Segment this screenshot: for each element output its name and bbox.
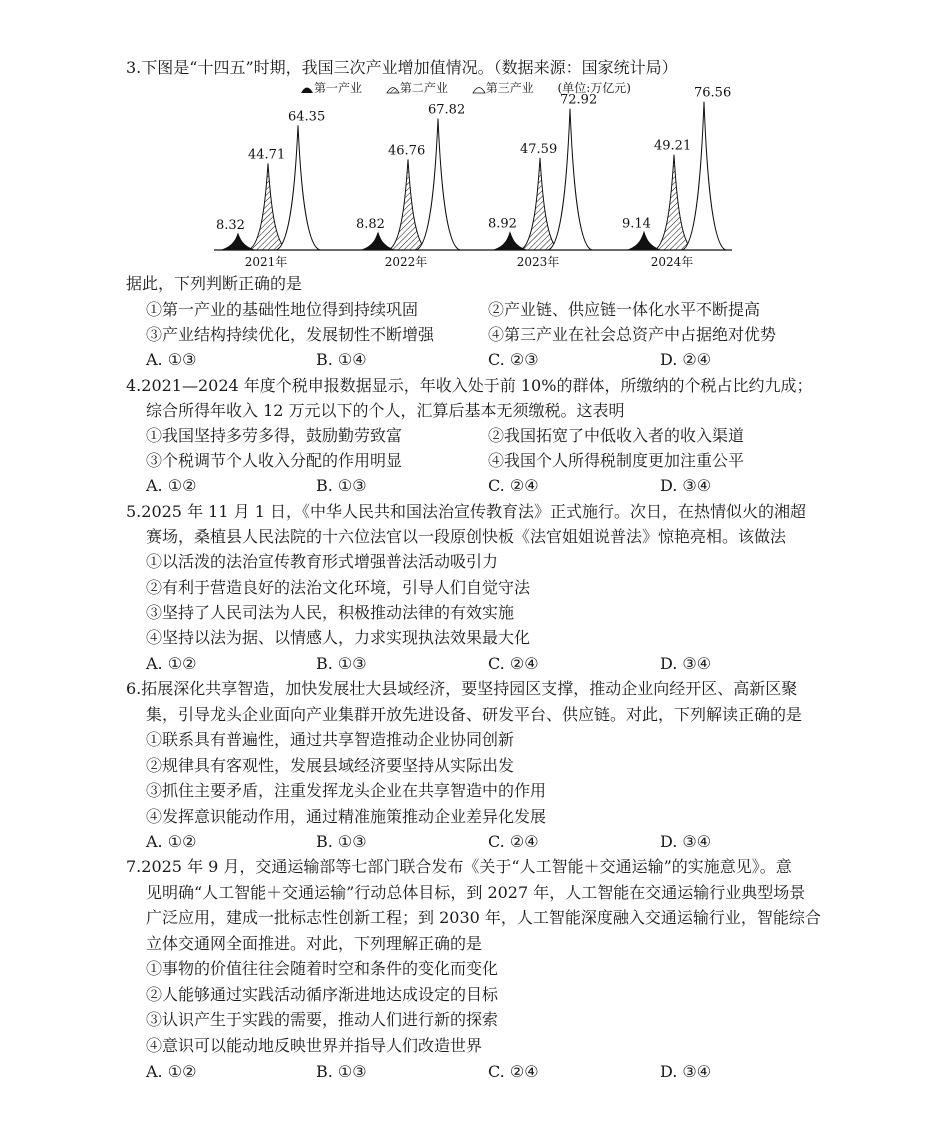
q4-choice-c[interactable]: C. ②④	[488, 476, 539, 495]
data-label-3-2: 76.56	[694, 85, 732, 101]
q3-choice-d[interactable]: D. ②④	[660, 350, 712, 369]
q4-option-3: ③个税调节个人收入分配的作用明显	[146, 451, 403, 470]
q7-stem-line-2: 见明确“人工智能＋交通运输”行动总体目标，到 2027 年，人工智能在交通运输行业典型场景	[146, 883, 806, 902]
q5-option-3: ③坚持了人民司法为人民，积极推动法律的有效实施	[146, 603, 515, 622]
industry-value-chart	[200, 80, 760, 270]
q3-choice-b[interactable]: B. ①④	[316, 350, 367, 369]
peak-2-1	[520, 158, 560, 250]
q5-choice-b[interactable]: B. ①③	[316, 654, 367, 673]
x-tick-label-0: 2021年	[244, 255, 288, 269]
peak-3-0	[628, 232, 660, 250]
legend-label-tertiary: 第三产业	[485, 81, 534, 95]
q5-option-4: ④坚持以法为据、以情感人，力求实现执法效果最大化	[146, 628, 531, 647]
q7-choice-b[interactable]: B. ①③	[316, 1062, 367, 1081]
peak-0-2	[276, 125, 320, 250]
peak-1-0	[362, 233, 394, 250]
q7-option-4: ④意识可以能动地反映世界并指导人们改造世界	[146, 1036, 483, 1055]
q6-choice-a[interactable]: A. ①②	[146, 832, 197, 851]
q3-stem: 3.下图是“十四五”时期，我国三次产业增加值情况。（数据来源：国家统计局）	[126, 58, 678, 77]
q7-stem-line-3: 广泛应用，建成一批标志性创新工程；到 2030 年，人工智能深度融入交通运输行业，智能综合	[146, 908, 821, 927]
chart-svg	[200, 80, 760, 270]
data-label-1-1: 46.76	[388, 143, 426, 159]
q4-choice-d[interactable]: D. ③④	[660, 476, 712, 495]
q7-choice-a[interactable]: A. ①②	[146, 1062, 197, 1081]
q5-option-2: ②有利于营造良好的法治文化环境，引导人们自觉守法	[146, 578, 531, 597]
q7-choice-c[interactable]: C. ②④	[488, 1062, 539, 1081]
q5-choice-a[interactable]: A. ①②	[146, 654, 197, 673]
q6-option-3: ③抓住主要矛盾，注重发挥龙头企业在共享智造中的作用	[146, 781, 547, 800]
chart-unit-label: (单位:万亿元)	[557, 81, 631, 95]
peak-0-0	[222, 234, 254, 250]
data-label-3-1: 49.21	[654, 138, 692, 154]
data-label-2-1: 47.59	[520, 141, 558, 157]
legend-label-secondary: 第二产业	[399, 81, 448, 95]
q3-option-4: ④第三产业在社会总资产中占据绝对优势	[488, 325, 777, 344]
data-label-1-2: 67.82	[428, 102, 466, 118]
q3-option-2: ②产业链、供应链一体化水平不断提高	[488, 300, 761, 319]
data-label-2-2: 72.92	[560, 92, 598, 108]
x-tick-label-1: 2022年	[384, 255, 428, 269]
q7-stem-line-1: 7.2025 年 9 月，交通运输部等七部门联合发布《关于“人工智能＋交通运输”的实施意见》。意	[126, 857, 792, 876]
q6-choice-d[interactable]: D. ③④	[660, 832, 712, 851]
data-label-0-2: 64.35	[288, 109, 326, 125]
q6-option-1: ①联系具有普遍性，通过共享智造推动企业协同创新	[146, 730, 515, 749]
q5-choice-c[interactable]: C. ②④	[488, 654, 539, 673]
q4-option-1: ①我国坚持多劳多得，鼓励勤劳致富	[146, 426, 403, 445]
q4-option-2: ②我国拓宽了中低收入者的收入渠道	[488, 426, 745, 445]
data-label-2-0: 8.92	[488, 216, 517, 232]
data-label-3-0: 9.14	[622, 216, 651, 232]
q4-stem-line-2: 综合所得年收入 12 万元以下的个人，汇算后基本无须缴税。这表明	[146, 401, 625, 420]
data-label-0-0: 8.32	[216, 217, 245, 233]
peak-2-0	[494, 233, 526, 250]
peak-2-2	[548, 109, 592, 250]
x-tick-label-3: 2024年	[650, 255, 694, 269]
peak-1-2	[416, 119, 460, 250]
q6-stem-line-1: 6.拓展深化共享智造，加快发展壮大县域经济，要坚持园区支撑，推动企业向经开区、高新区聚	[126, 679, 798, 698]
peak-3-2	[682, 102, 726, 250]
q3-choice-c[interactable]: C. ②③	[488, 350, 539, 369]
q7-option-1: ①事物的价值往往会随着时空和条件的变化而变化	[146, 959, 499, 978]
q6-option-2: ②规律具有客观性，发展县域经济要坚持从实际出发	[146, 756, 515, 775]
q5-option-1: ①以活泼的法治宣传教育形式增强普法活动吸引力	[146, 552, 499, 571]
legend-label-primary: 第一产业	[314, 81, 363, 95]
q4-stem-line-1: 4.2021—2024 年度个税申报数据显示，年收入处于前 10%的群体，所缴纳的个税占比约九成；	[126, 376, 813, 395]
peak-3-1	[654, 155, 694, 250]
q6-option-4: ④发挥意识能动作用，通过精准施策推动企业差异化发展	[146, 807, 547, 826]
q6-choice-b[interactable]: B. ①③	[316, 832, 367, 851]
q4-choice-b[interactable]: B. ①③	[316, 476, 367, 495]
q7-choice-d[interactable]: D. ③④	[660, 1062, 712, 1081]
x-tick-label-2: 2023年	[516, 255, 560, 269]
q6-stem-line-2: 集，引导龙头企业面向产业集群开放先进设备、研发平台、供应链。对此，下列解读正确的是	[146, 705, 803, 724]
q6-choice-c[interactable]: C. ②④	[488, 832, 539, 851]
q7-option-2: ②人能够通过实践活动循序渐进地达成设定的目标	[146, 985, 499, 1004]
q3-after-chart: 据此，下列判断正确的是	[126, 274, 303, 293]
peak-1-1	[388, 159, 428, 250]
q7-stem-line-4: 立体交通网全面推进。对此，下列理解正确的是	[146, 934, 483, 953]
data-label-1-0: 8.82	[356, 216, 385, 232]
q3-choice-a[interactable]: A. ①③	[146, 350, 197, 369]
peak-0-1	[248, 163, 288, 250]
q4-choice-a[interactable]: A. ①②	[146, 476, 197, 495]
q5-stem-line-1: 5.2025 年 11 月 1 日，《中华人民共和国法治宣传教育法》正式施行。次日，在热情似火的湘超	[126, 502, 806, 521]
q4-option-4: ④我国个人所得税制度更加注重公平	[488, 451, 745, 470]
q7-option-3: ③认识产生于实践的需要，推动人们进行新的探索	[146, 1010, 499, 1029]
q3-option-1: ①第一产业的基础性地位得到持续巩固	[146, 300, 419, 319]
q5-choice-d[interactable]: D. ③④	[660, 654, 712, 673]
q5-stem-line-2: 赛场，桑植县人民法院的十六位法官以一段原创快板《法官姐姐说普法》惊艳亮相。该做法	[146, 527, 787, 546]
data-label-0-1: 44.71	[248, 147, 286, 163]
q3-option-3: ③产业结构持续优化，发展韧性不断增强	[146, 325, 435, 344]
